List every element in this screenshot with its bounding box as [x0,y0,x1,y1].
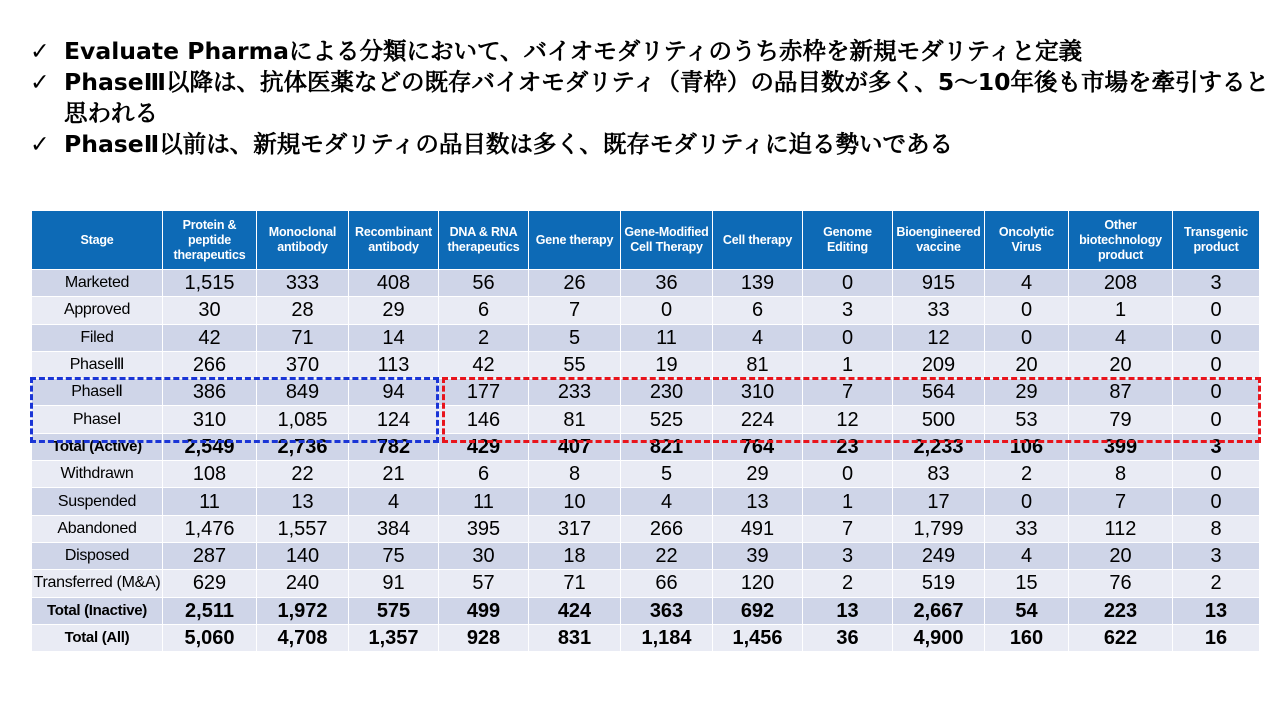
table-cell: 1,799 [893,515,985,542]
table-cell: 5 [529,324,621,351]
table-cell: 54 [985,597,1069,624]
table-cell: 849 [257,379,349,406]
table-row [32,597,1260,624]
table-cell: 386 [163,379,257,406]
table-cell: 33 [985,515,1069,542]
table-cell: 11 [621,324,713,351]
table-row [32,461,1260,488]
table-cell: 75 [349,542,439,569]
table-cell: 395 [439,515,529,542]
table-cell: 4 [985,270,1069,297]
checkmark-icon: ✓ [30,68,50,96]
bullet-text: Evaluate Pharmaによる分類において、バイオモダリティのうち赤枠を新規モダリティと定義 [64,37,1083,65]
table-row [32,542,1260,569]
table-cell: 3 [1173,542,1260,569]
table-cell: 112 [1069,515,1173,542]
table-cell: 782 [349,433,439,460]
table-cell: 333 [257,270,349,297]
table-cell: 3 [1173,433,1260,460]
table-cell: 8 [529,461,621,488]
table-cell: 1,085 [257,406,349,433]
table-cell: 71 [529,570,621,597]
table-cell: 622 [1069,624,1173,651]
table-row [32,624,1260,651]
table-cell: 4 [621,488,713,515]
table-cell: 13 [1173,597,1260,624]
table-cell: 575 [349,597,439,624]
table-cell: 1,456 [713,624,803,651]
table-cell: 18 [529,542,621,569]
table-cell: 1,515 [163,270,257,297]
table-cell: 408 [349,270,439,297]
table-cell: 20 [985,351,1069,378]
table-cell: 519 [893,570,985,597]
table-cell: 0 [621,297,713,324]
table-cell: 94 [349,379,439,406]
table-cell: 79 [1069,406,1173,433]
bullet-item [30,67,1270,129]
table-cell: 2,549 [163,433,257,460]
row-stage-label: Approved [32,297,163,324]
table-cell: 42 [163,324,257,351]
bullet-list [30,36,1270,160]
table-cell: 7 [803,515,893,542]
table-cell: 19 [621,351,713,378]
table-body [32,270,1260,652]
table-cell: 249 [893,542,985,569]
header-column: Oncolytic Virus [985,211,1069,270]
table-cell: 2,233 [893,433,985,460]
table-cell: 0 [985,324,1069,351]
table-cell: 120 [713,570,803,597]
table-cell: 30 [163,297,257,324]
table-cell: 42 [439,351,529,378]
header-column: Gene therapy [529,211,621,270]
table-cell: 56 [439,270,529,297]
row-stage-label: PhaseⅡ [32,379,163,406]
table-row [32,270,1260,297]
table-cell: 140 [257,542,349,569]
header-column: Recombinant antibody [349,211,439,270]
table-cell: 33 [893,297,985,324]
table-row [32,488,1260,515]
table-cell: 6 [439,297,529,324]
table-cell: 1,476 [163,515,257,542]
header-column: Genome Editing [803,211,893,270]
row-stage-label: Marketed [32,270,163,297]
table-cell: 0 [803,461,893,488]
table-cell: 0 [803,324,893,351]
bullet-text: PhaseⅢ以降は、抗体医薬などの既存バイオモダリティ（青枠）の品目数が多く、5～10年後も市場を牽引すると思われる [64,68,1269,127]
table-cell: 3 [803,542,893,569]
table-cell: 13 [713,488,803,515]
table-cell: 30 [439,542,529,569]
table-cell: 21 [349,461,439,488]
table-cell: 564 [893,379,985,406]
table-cell: 499 [439,597,529,624]
table-cell: 266 [621,515,713,542]
table-cell: 223 [1069,597,1173,624]
table-cell: 0 [1173,324,1260,351]
table-cell: 8 [1173,515,1260,542]
table-cell: 55 [529,351,621,378]
header-column: Other biotechnology product [1069,211,1173,270]
row-stage-label: Total (Active) [32,433,163,460]
row-stage-label: Filed [32,324,163,351]
table-cell: 424 [529,597,621,624]
table-cell: 26 [529,270,621,297]
table-cell: 39 [713,542,803,569]
table-cell: 91 [349,570,439,597]
table-cell: 66 [621,570,713,597]
table-cell: 0 [1173,406,1260,433]
table-row [32,433,1260,460]
table-cell: 1 [803,488,893,515]
table-cell: 2,511 [163,597,257,624]
table-cell: 13 [803,597,893,624]
table-cell: 177 [439,379,529,406]
row-stage-label: Total (All) [32,624,163,651]
table-cell: 0 [1173,351,1260,378]
table-cell: 1,357 [349,624,439,651]
table-cell: 0 [803,270,893,297]
table-cell: 208 [1069,270,1173,297]
row-stage-label: Transferred (M&A) [32,570,163,597]
table-cell: 4,900 [893,624,985,651]
table-cell: 29 [985,379,1069,406]
table-row [32,379,1260,406]
table-cell: 0 [1173,488,1260,515]
table-cell: 36 [621,270,713,297]
table-cell: 0 [1173,461,1260,488]
table-cell: 4 [985,542,1069,569]
table-cell: 1,557 [257,515,349,542]
table-cell: 928 [439,624,529,651]
table-row [32,406,1260,433]
table-cell: 22 [257,461,349,488]
table-cell: 0 [985,297,1069,324]
row-stage-label: Total (Inactive) [32,597,163,624]
table-cell: 5,060 [163,624,257,651]
header-column: Monoclonal antibody [257,211,349,270]
table-cell: 266 [163,351,257,378]
table-cell: 7 [803,379,893,406]
table-cell: 7 [529,297,621,324]
table-cell: 87 [1069,379,1173,406]
row-stage-label: PhaseⅢ [32,351,163,378]
table-cell: 20 [1069,542,1173,569]
table-cell: 22 [621,542,713,569]
table-cell: 7 [1069,488,1173,515]
table-cell: 2,736 [257,433,349,460]
table-cell: 310 [713,379,803,406]
table-cell: 831 [529,624,621,651]
table-cell: 106 [985,433,1069,460]
table-cell: 15 [985,570,1069,597]
table-cell: 2 [1173,570,1260,597]
row-stage-label: Abandoned [32,515,163,542]
table-cell: 1,184 [621,624,713,651]
table-cell: 108 [163,461,257,488]
table-cell: 821 [621,433,713,460]
table-row [32,570,1260,597]
table-cell: 1,972 [257,597,349,624]
table-cell: 2 [985,461,1069,488]
table-cell: 5 [621,461,713,488]
table-cell: 224 [713,406,803,433]
table-cell: 0 [985,488,1069,515]
table-row [32,297,1260,324]
table-cell: 491 [713,515,803,542]
table-cell: 4 [713,324,803,351]
table-cell: 0 [1173,379,1260,406]
table-cell: 6 [439,461,529,488]
table-cell: 8 [1069,461,1173,488]
table-row [32,515,1260,542]
table-cell: 230 [621,379,713,406]
table-cell: 764 [713,433,803,460]
bullet-item [30,129,1270,160]
table-cell: 57 [439,570,529,597]
table-cell: 3 [1173,270,1260,297]
table-cell: 17 [893,488,985,515]
table-cell: 429 [439,433,529,460]
table-cell: 16 [1173,624,1260,651]
table-cell: 11 [163,488,257,515]
table-cell: 29 [349,297,439,324]
table-cell: 71 [257,324,349,351]
table-cell: 81 [529,406,621,433]
table-cell: 0 [1173,297,1260,324]
table-cell: 500 [893,406,985,433]
table-row [32,324,1260,351]
header-column: Bioengineered vaccine [893,211,985,270]
row-stage-label: PhaseⅠ [32,406,163,433]
table-cell: 124 [349,406,439,433]
header-column: DNA & RNA therapeutics [439,211,529,270]
table-cell: 160 [985,624,1069,651]
header-column: Transgenic product [1173,211,1260,270]
table-cell: 399 [1069,433,1173,460]
table-cell: 2,667 [893,597,985,624]
table-cell: 2 [439,324,529,351]
table-cell: 1 [1069,297,1173,324]
table-cell: 53 [985,406,1069,433]
table-cell: 363 [621,597,713,624]
table-cell: 36 [803,624,893,651]
table-cell: 14 [349,324,439,351]
table-cell: 11 [439,488,529,515]
checkmark-icon: ✓ [30,130,50,158]
table-cell: 525 [621,406,713,433]
bullet-item [30,36,1270,67]
table-cell: 81 [713,351,803,378]
table-cell: 233 [529,379,621,406]
header-column: Cell therapy [713,211,803,270]
table-cell: 240 [257,570,349,597]
table-header-row [32,211,1260,270]
table-cell: 12 [893,324,985,351]
table-cell: 113 [349,351,439,378]
table-cell: 915 [893,270,985,297]
table-cell: 370 [257,351,349,378]
header-column: Gene-Modified Cell Therapy [621,211,713,270]
table-cell: 29 [713,461,803,488]
table-cell: 12 [803,406,893,433]
table-cell: 146 [439,406,529,433]
table-cell: 10 [529,488,621,515]
table-cell: 4,708 [257,624,349,651]
table-cell: 407 [529,433,621,460]
table-cell: 310 [163,406,257,433]
row-stage-label: Withdrawn [32,461,163,488]
table-cell: 4 [1069,324,1173,351]
table-cell: 629 [163,570,257,597]
table-cell: 3 [803,297,893,324]
table-cell: 76 [1069,570,1173,597]
table-cell: 384 [349,515,439,542]
table-cell: 28 [257,297,349,324]
header-stage: Stage [32,211,163,270]
row-stage-label: Disposed [32,542,163,569]
table-cell: 23 [803,433,893,460]
table-cell: 317 [529,515,621,542]
table-cell: 20 [1069,351,1173,378]
header-column: Protein & peptide therapeutics [163,211,257,270]
table-cell: 2 [803,570,893,597]
table-cell: 1 [803,351,893,378]
table-cell: 13 [257,488,349,515]
table-cell: 83 [893,461,985,488]
bullet-text: PhaseⅡ以前は、新規モダリティの品目数は多く、既存モダリティに迫る勢いである [64,130,954,158]
table-cell: 139 [713,270,803,297]
table-row [32,351,1260,378]
row-stage-label: Suspended [32,488,163,515]
pipeline-table [31,210,1260,652]
table-cell: 4 [349,488,439,515]
table-cell: 692 [713,597,803,624]
table-cell: 287 [163,542,257,569]
checkmark-icon: ✓ [30,37,50,65]
table-cell: 209 [893,351,985,378]
table-cell: 6 [713,297,803,324]
